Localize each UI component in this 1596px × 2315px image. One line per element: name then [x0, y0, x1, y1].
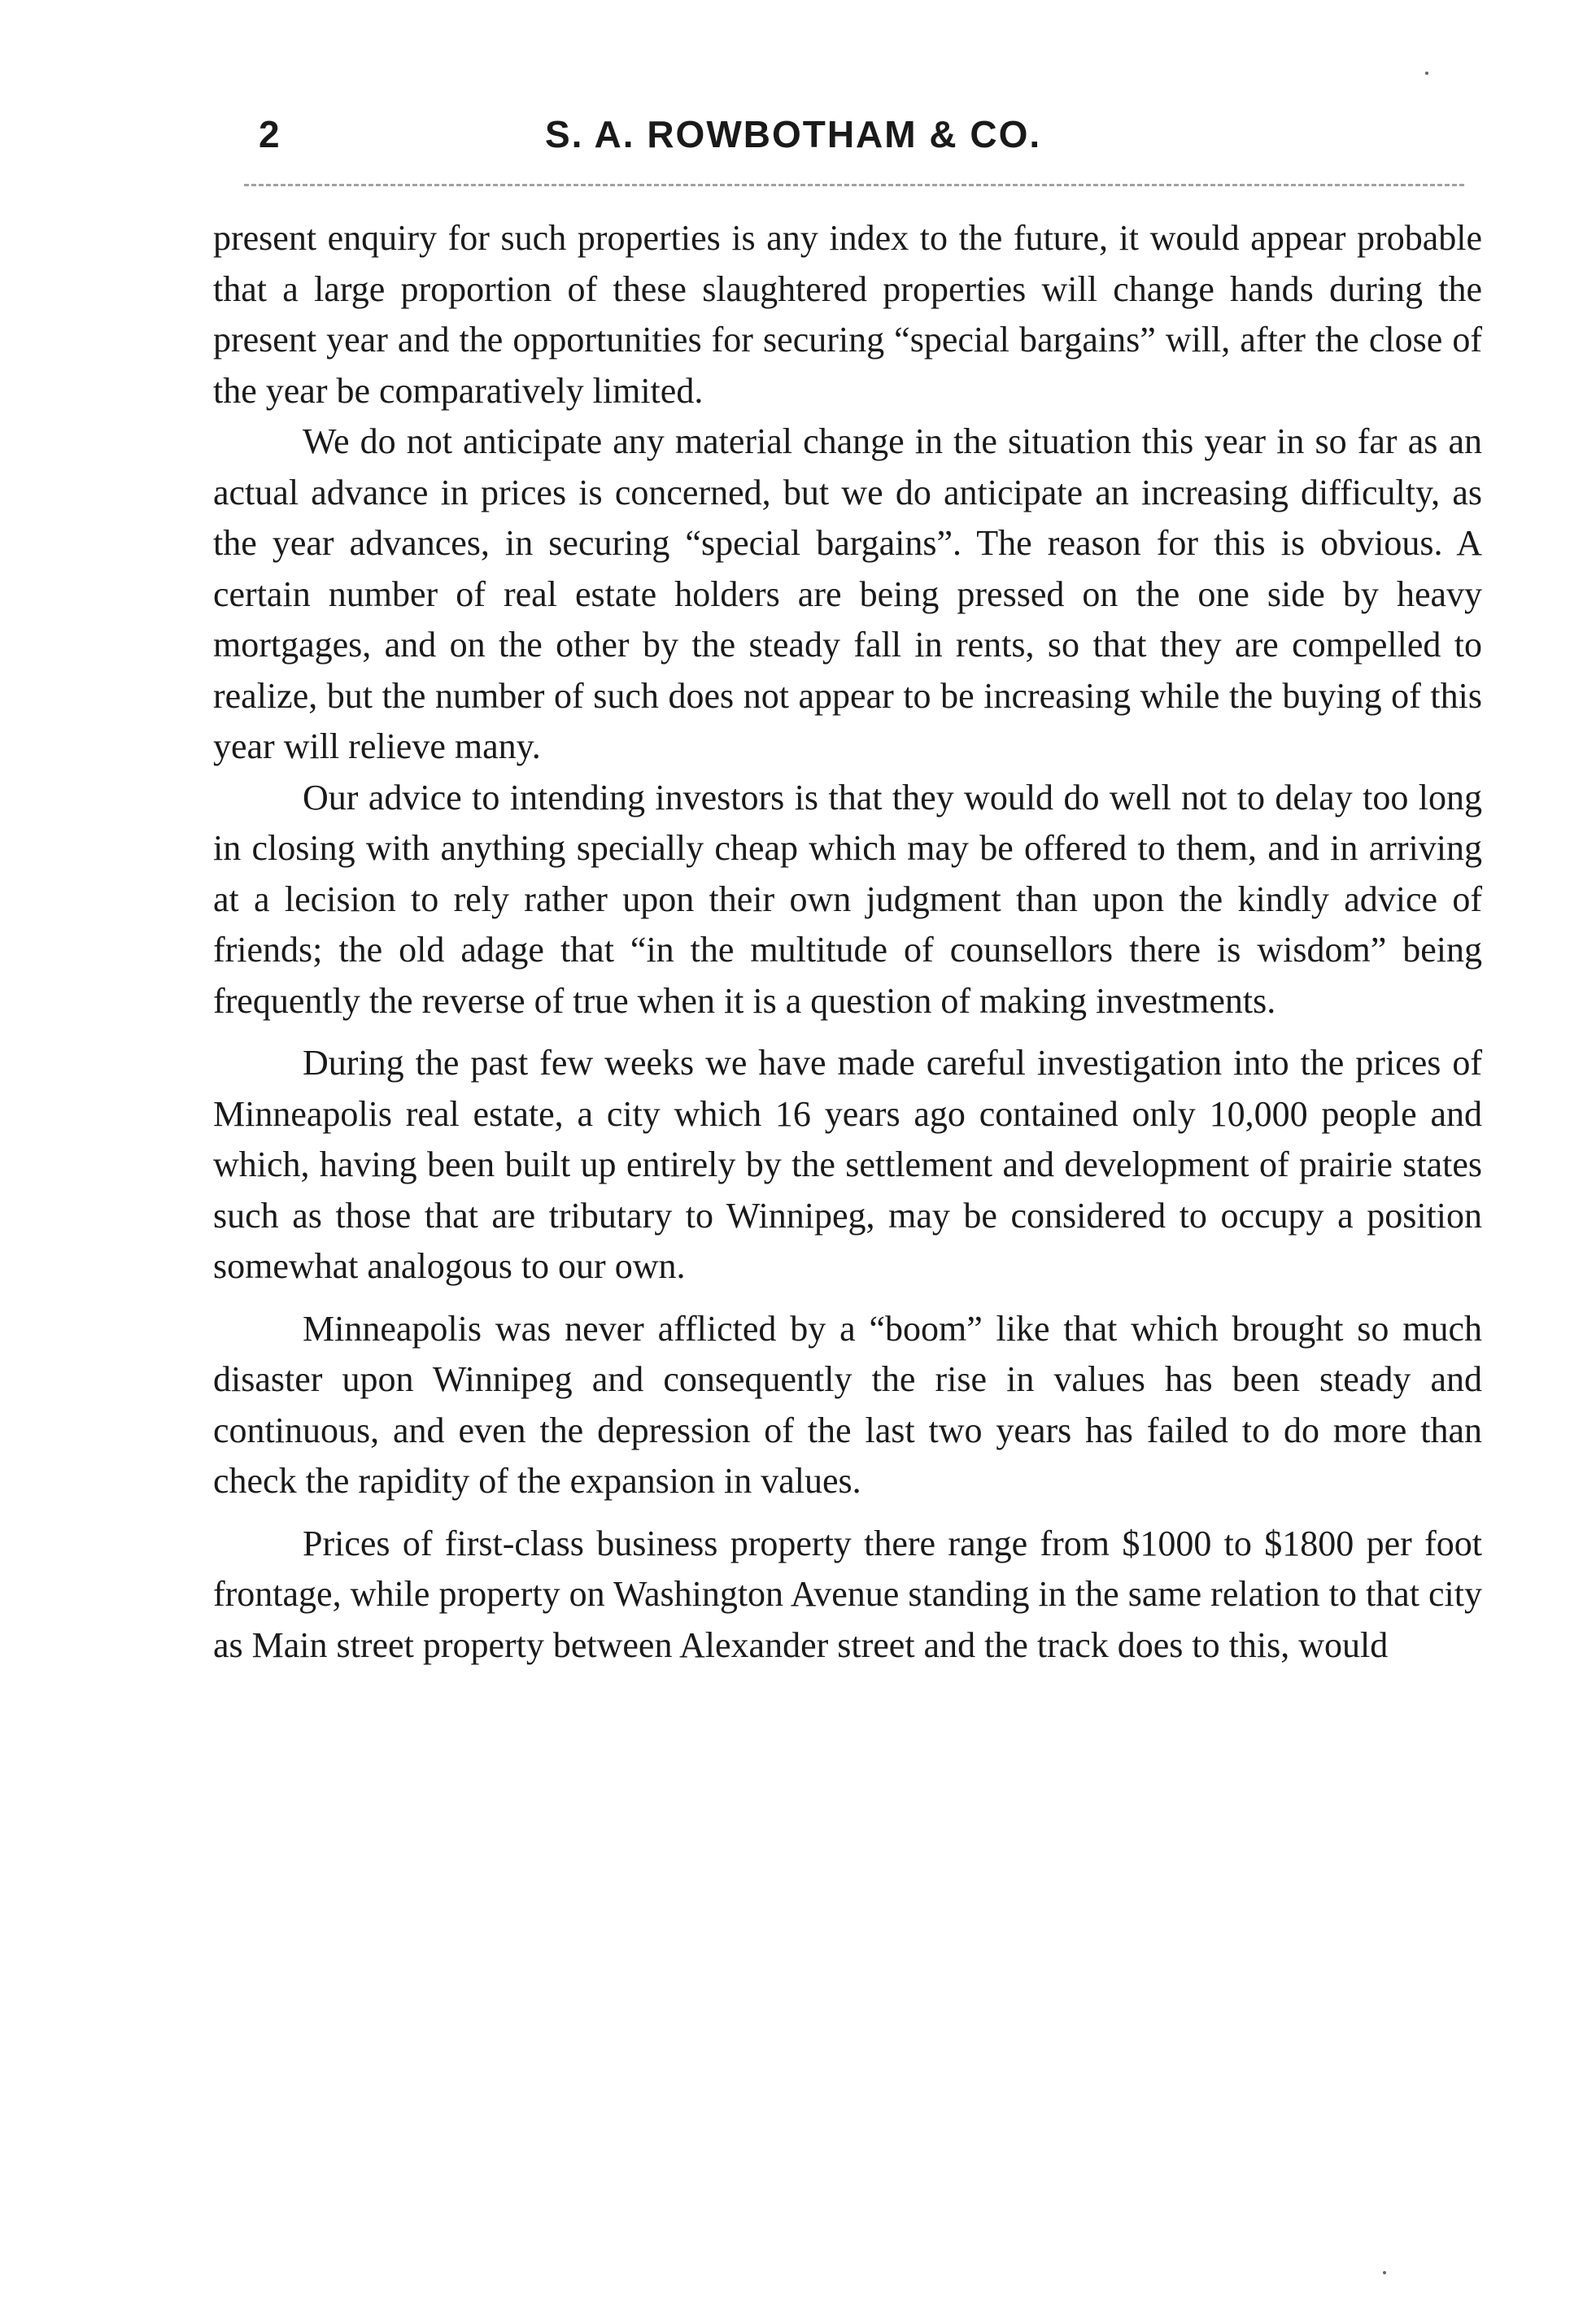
page-number: 2 — [259, 113, 281, 155]
paragraph: Prices of first-class business property there range from $1000 to $1800 per foot frontage, while property on Washington Avenue standing in the same relation to that city as Main street property between Alexander street and the track does to this, would — [213, 1523, 1482, 1665]
running-head: S. A. ROWBOTHAM & CO. — [545, 113, 1042, 155]
page-header — [236, 112, 1472, 177]
paragraph-continued: present enquiry for such properties is any index to the future, it would appear probable that a large proportion of these slaughtered properties will change hands during the present year and the opportunities for securing “special bargains” will, after the close of the year be comparatively limited. — [213, 218, 1482, 411]
paragraph: We do not anticipate any material change in the situation this year in so far as an actual advance in prices is concerned, but we do anticipate an increasing difficulty, as the year advances, in securing “special bargains”. The reason for this is obvious. A certain number of real estate holders are being pressed on the one side by heavy mortgages, and on the other by the steady fall in rents, so that they are compelled to realize, but the number of such does not appear to be increasing while the buying of this year will relieve many. — [213, 421, 1482, 766]
body-text — [213, 213, 1482, 1671]
paper-speck — [1383, 2271, 1386, 2274]
paragraph: During the past few weeks we have made careful investigation into the prices of Minneapolis real estate, a city which 16 years ago contained only 10,000 people and which, having been built up entirely by the settlement and development of prairie states such as those that are tributary to Winnipeg, may be considered to occupy a position somewhat analogous to our own. — [213, 1043, 1482, 1286]
paper-speck — [1425, 72, 1428, 75]
paragraph: Minneapolis was never afflicted by a “boom” like that which brought so much disaster upon Winnipeg and consequently the rise in values has been steady and continuous, and even the depression of the last two years has failed to do more than check the rapidity of the expansion in values. — [213, 1308, 1482, 1501]
header-rule — [244, 184, 1464, 186]
paragraph: Our advice to intending investors is that they would do well not to delay too long in closing with anything specially cheap which may be offered to them, and in arriving at a lecision to rely rather upon their own judgment than upon the kindly advice of friends; the old adage that “in the multitude of counsellors there is wisdom” being frequently the reverse of true when it is a question of making investments. — [213, 777, 1482, 1021]
